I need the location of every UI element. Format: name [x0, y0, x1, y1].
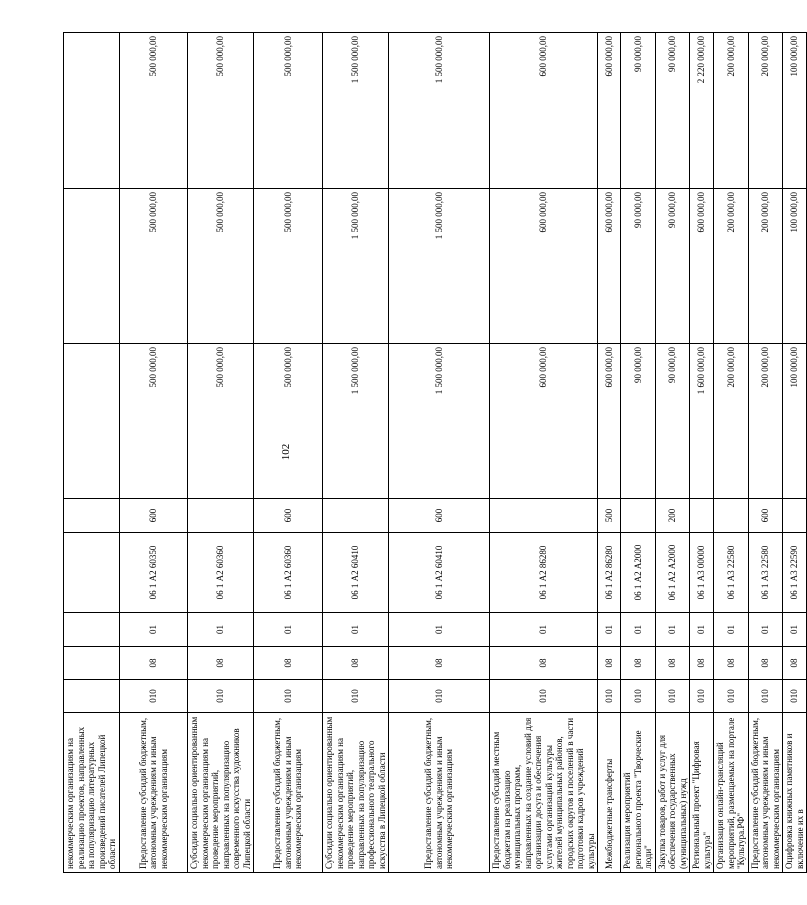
- row-sum-3: 90 000,00: [655, 33, 690, 189]
- row-sum-1: 600 000,00: [490, 344, 598, 499]
- row-name: некоммерческим организациям на реализацию проектов, направленных на популяризацию литературных произведений писателей Липецкой области: [64, 713, 120, 873]
- row-rz: 08: [389, 647, 490, 680]
- table-row: [490, 33, 598, 873]
- row-csr: 06 1 А3 00000: [690, 533, 714, 613]
- row-gr: 010: [655, 680, 690, 713]
- row-rz: 08: [598, 647, 621, 680]
- row-sum-1: 100 000,00: [783, 344, 807, 499]
- row-sum-2: 1 500 000,00: [389, 189, 490, 344]
- row-name: Оцифровка книжных памятников и включение их в: [783, 713, 807, 873]
- row-name: Субсидии социально ориентированным некоммерческим организациям на проведение мероприятий, направленных на популяризацию профессионального театрального искусства в Липецкой области: [323, 713, 389, 873]
- table-row: [748, 33, 783, 873]
- row-sum-1: 90 000,00: [621, 344, 656, 499]
- row-sum-2: 500 000,00: [188, 189, 254, 344]
- row-sum-2: 500 000,00: [254, 189, 323, 344]
- row-sum-3: 500 000,00: [120, 33, 188, 189]
- row-pr: 01: [714, 613, 749, 647]
- row-name: Закупка товаров, работ и услуг для обеспечения государственных (муниципальных) нужд: [655, 713, 690, 873]
- row-pr: 01: [490, 613, 598, 647]
- row-sum-2: 200 000,00: [714, 189, 749, 344]
- row-vr: 600: [254, 499, 323, 533]
- row-sum-2: 600 000,00: [598, 189, 621, 344]
- row-csr: 06 1 А3 22590: [783, 533, 807, 613]
- row-vr: 600: [389, 499, 490, 533]
- row-sum-2: 500 000,00: [120, 189, 188, 344]
- table-row: [64, 33, 120, 873]
- row-name: Региональный проект "Цифровая культура": [690, 713, 714, 873]
- row-name: Межбюджетные трансферты: [598, 713, 621, 873]
- row-name: Предоставление субсидий бюджетным, автономным учреждениям и иным некоммерческим организациям: [748, 713, 783, 873]
- row-vr: 600: [748, 499, 783, 533]
- row-sum-3: 200 000,00: [714, 33, 749, 189]
- row-name: Предоставление субсидий бюджетным, автономным учреждениям и иным некоммерческим организациям: [120, 713, 188, 873]
- row-csr: 06 1 А2 60410: [323, 533, 389, 613]
- row-csr: 06 1 А2 60410: [389, 533, 490, 613]
- row-rz: 08: [323, 647, 389, 680]
- row-gr: 010: [188, 680, 254, 713]
- row-sum-2: 100 000,00: [783, 189, 807, 344]
- row-csr: 06 1 А2 60350: [120, 533, 188, 613]
- row-sum-3: 1 500 000,00: [389, 33, 490, 189]
- row-csr: 06 1 А2 А2000: [621, 533, 656, 613]
- table-row: [598, 33, 621, 873]
- row-gr: 010: [621, 680, 656, 713]
- row-sum-2: [64, 189, 120, 344]
- row-vr: [783, 499, 807, 533]
- row-pr: 01: [188, 613, 254, 647]
- row-sum-2: 90 000,00: [621, 189, 656, 344]
- row-gr: 010: [748, 680, 783, 713]
- row-rz: 08: [690, 647, 714, 680]
- row-pr: 01: [323, 613, 389, 647]
- row-pr: 01: [783, 613, 807, 647]
- row-gr: 010: [714, 680, 749, 713]
- row-sum-3: 90 000,00: [621, 33, 656, 189]
- row-sum-1: 600 000,00: [598, 344, 621, 499]
- table-row: [389, 33, 490, 873]
- page-number: 102: [280, 443, 292, 461]
- row-rz: 08: [120, 647, 188, 680]
- budget-table: [63, 32, 807, 873]
- table-row: [621, 33, 656, 873]
- table-row: [714, 33, 749, 873]
- row-sum-3: 2 220 000,00: [690, 33, 714, 189]
- row-vr: [188, 499, 254, 533]
- table-row: [690, 33, 714, 873]
- row-sum-3: [64, 33, 120, 189]
- row-sum-3: 600 000,00: [490, 33, 598, 189]
- row-sum-3: 1 500 000,00: [323, 33, 389, 189]
- row-rz: [64, 647, 120, 680]
- table-row: [783, 33, 807, 873]
- row-rz: 08: [655, 647, 690, 680]
- row-sum-2: 600 000,00: [690, 189, 714, 344]
- row-sum-1: 200 000,00: [714, 344, 749, 499]
- row-sum-3: 500 000,00: [188, 33, 254, 189]
- row-vr: 200: [655, 499, 690, 533]
- row-rz: 08: [621, 647, 656, 680]
- row-csr: 06 1 А2 86280: [490, 533, 598, 613]
- row-sum-2: 90 000,00: [655, 189, 690, 344]
- row-rz: 08: [188, 647, 254, 680]
- row-vr: [64, 499, 120, 533]
- row-sum-3: 500 000,00: [254, 33, 323, 189]
- row-gr: 010: [389, 680, 490, 713]
- row-name: Реализация мероприятий регионального проекта "Творческие люди": [621, 713, 656, 873]
- row-sum-2: 200 000,00: [748, 189, 783, 344]
- row-vr: [490, 499, 598, 533]
- row-vr: [690, 499, 714, 533]
- row-gr: 010: [690, 680, 714, 713]
- row-vr: 600: [120, 499, 188, 533]
- row-gr: [64, 680, 120, 713]
- row-vr: [323, 499, 389, 533]
- row-sum-3: 100 000,00: [783, 33, 807, 189]
- row-vr: 500: [598, 499, 621, 533]
- table-row: [188, 33, 254, 873]
- row-pr: 01: [655, 613, 690, 647]
- row-name: Предоставление субсидий местным бюджетам на реализацию муниципальных программ, направленных на создание условий для организации досуга и обеспечения услугами организаций культуры жителей муниципальных районов, городских округов и поселений в части подготовки кадров учреждений культуры: [490, 713, 598, 873]
- row-vr: [621, 499, 656, 533]
- row-gr: 010: [323, 680, 389, 713]
- row-pr: 01: [621, 613, 656, 647]
- row-vr: [714, 499, 749, 533]
- row-csr: 06 1 А3 22580: [748, 533, 783, 613]
- row-rz: 08: [490, 647, 598, 680]
- table-row: [323, 33, 389, 873]
- table-row: [120, 33, 188, 873]
- row-csr: [64, 533, 120, 613]
- row-pr: 01: [598, 613, 621, 647]
- row-sum-1: 500 000,00: [254, 344, 323, 499]
- row-pr: 01: [389, 613, 490, 647]
- row-rz: 08: [748, 647, 783, 680]
- row-pr: 01: [120, 613, 188, 647]
- row-name: Предоставление субсидий бюджетным, автономным учреждениям и иным некоммерческим организациям: [389, 713, 490, 873]
- row-pr: 01: [254, 613, 323, 647]
- row-sum-1: 1 600 000,00: [690, 344, 714, 499]
- row-sum-3: 600 000,00: [598, 33, 621, 189]
- row-csr: 06 1 А3 22580: [714, 533, 749, 613]
- row-rz: 08: [714, 647, 749, 680]
- row-gr: 010: [254, 680, 323, 713]
- row-csr: 06 1 А2 А2000: [655, 533, 690, 613]
- row-sum-2: 600 000,00: [490, 189, 598, 344]
- row-gr: 010: [783, 680, 807, 713]
- table-row: [655, 33, 690, 873]
- row-csr: 06 1 А2 60360: [254, 533, 323, 613]
- row-pr: [64, 613, 120, 647]
- row-gr: 010: [120, 680, 188, 713]
- row-name: Предоставление субсидий бюджетным, автономным учреждениям и иным некоммерческим организациям: [254, 713, 323, 873]
- row-sum-3: 200 000,00: [748, 33, 783, 189]
- row-rz: 08: [783, 647, 807, 680]
- row-sum-1: 500 000,00: [188, 344, 254, 499]
- table-row: [254, 33, 323, 873]
- row-sum-2: 1 500 000,00: [323, 189, 389, 344]
- row-sum-1: 1 500 000,00: [389, 344, 490, 499]
- row-name: Организация онлайн-трансляций мероприятий, размещаемых на портале "Культура.РФ": [714, 713, 749, 873]
- row-gr: 010: [598, 680, 621, 713]
- row-sum-1: 1 500 000,00: [323, 344, 389, 499]
- row-name: Субсидии социально ориентированным некоммерческим организациям на проведение мероприятий, направленных на популяризацию современного искусства художников Липецкой области: [188, 713, 254, 873]
- row-sum-1: [64, 344, 120, 499]
- row-sum-1: 90 000,00: [655, 344, 690, 499]
- row-sum-1: 200 000,00: [748, 344, 783, 499]
- row-csr: 06 1 А2 86280: [598, 533, 621, 613]
- row-csr: 06 1 А2 60360: [188, 533, 254, 613]
- row-gr: 010: [490, 680, 598, 713]
- budget-table-frame: [63, 33, 805, 873]
- row-pr: 01: [690, 613, 714, 647]
- row-pr: 01: [748, 613, 783, 647]
- row-sum-1: 500 000,00: [120, 344, 188, 499]
- row-rz: 08: [254, 647, 323, 680]
